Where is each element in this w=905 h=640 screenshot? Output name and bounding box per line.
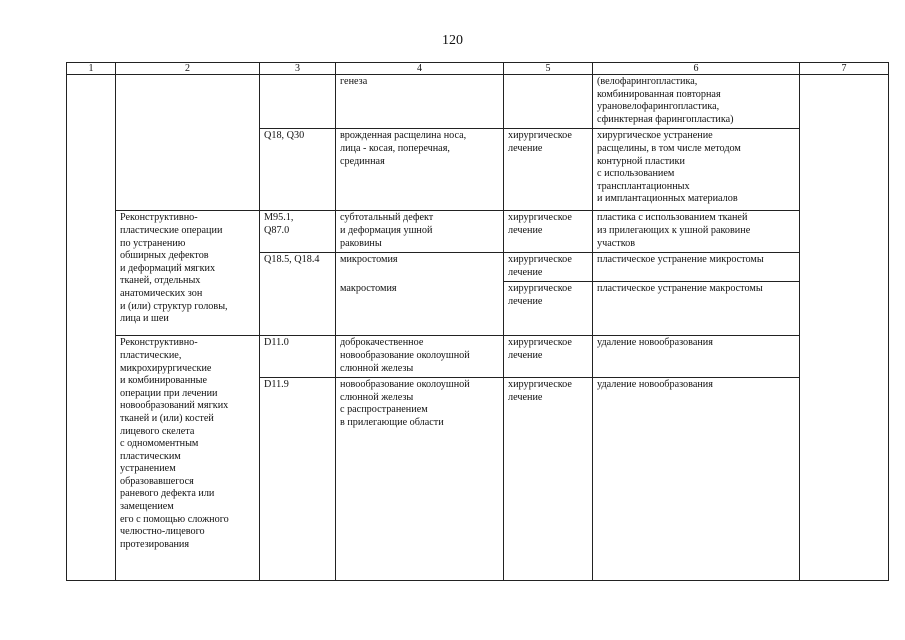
icd-code-cell: D11.0 [260, 336, 336, 378]
procedure-group-cell: Реконструктивно- пластические операции по устранению обширных дефектов и деформаций мягких тканей, отдельных анатомических зон и (или) структур головы, лица и шеи [116, 211, 260, 336]
diagnosis-cell: доброкачественное новообразование околоушной слюнной железы [336, 336, 504, 378]
treatment-type-cell: хирургическое лечение [504, 253, 593, 282]
treatment-type-cell: хирургическое лечение [504, 282, 593, 336]
method-cell: пластическое устранение микростомы [593, 253, 800, 282]
diagnosis-cell: врожденная расщелина носа, лица - косая, поперечная, срединная [336, 129, 504, 211]
column-header: 2 [116, 63, 260, 75]
column-header: 7 [800, 63, 889, 75]
column-header: 3 [260, 63, 336, 75]
table-row [67, 211, 889, 253]
column-header: 1 [67, 63, 116, 75]
col3-cell [260, 75, 336, 129]
treatment-type-cell: хирургическое лечение [504, 129, 593, 211]
column-header: 4 [336, 63, 504, 75]
procedure-group-cell: Реконструктивно- пластические, микрохирургические и комбинированные операции при лечении новообразований мягких тканей и (или) костей лицевого скелета с одномоментным пластическим устранением образовавшегося раневого дефекта или замещением его с помощью сложного челюстно-лицевого протезирования [116, 336, 260, 581]
icd-code-cell: D11.9 [260, 378, 336, 581]
icd-code-cell: Q18, Q30 [260, 129, 336, 211]
icd-code-cell: M95.1, Q87.0 [260, 211, 336, 253]
method-cell: удаление новообразования [593, 336, 800, 378]
treatment-type-cell: хирургическое лечение [504, 211, 593, 253]
column-header: 6 [593, 63, 800, 75]
column-header: 5 [504, 63, 593, 75]
diagnosis-cell: новообразование околоушной слюнной железы с распространением в прилегающие области [336, 378, 504, 581]
method-cell: пластическое устранение макростомы [593, 282, 800, 336]
diagnosis-cell: субтотальный дефект и деформация ушной раковины [336, 211, 504, 253]
col7-cell [800, 75, 889, 581]
diagnosis-cell: макростомия [336, 282, 504, 336]
diagnosis-cell: микростомия [336, 253, 504, 282]
method-cell: удаление новообразования [593, 378, 800, 581]
treatment-type-cell: хирургическое лечение [504, 378, 593, 581]
method-cell: (велофарингопластика, комбинированная повторная урановелофарингопластика, сфинктерная фарингопластика) [593, 75, 800, 129]
table-row [67, 336, 889, 378]
icd-code-cell: Q18.5, Q18.4 [260, 253, 336, 336]
col1-cell [67, 75, 116, 581]
method-cell: хирургическое устранение расщелины, в том числе методом контурной пластики с использованием трансплантационных и имплантационных материалов [593, 129, 800, 211]
diagnosis-cell: генеза [336, 75, 504, 129]
column-number-row [67, 63, 889, 75]
medical-procedures-table [66, 62, 889, 581]
col2-cell [116, 75, 260, 211]
page-number: 120 [442, 33, 463, 48]
table-row [67, 75, 889, 129]
treatment-type-cell: хирургическое лечение [504, 336, 593, 378]
treatment-type-cell [504, 75, 593, 129]
method-cell: пластика с использованием тканей из прилегающих к ушной раковине участков [593, 211, 800, 253]
